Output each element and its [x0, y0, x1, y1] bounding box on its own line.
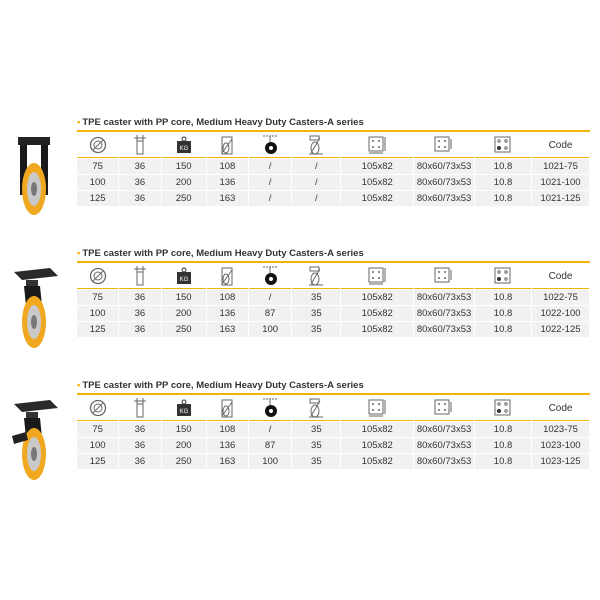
table-cell: / — [292, 159, 340, 174]
table-cell: 100 — [77, 175, 118, 190]
table-header-row — [77, 264, 590, 289]
swivel-radius-icon — [307, 266, 325, 286]
section-title-text: TPE caster with PP core, Medium Heavy Duty Casters-A series — [82, 380, 364, 391]
table-cell: 36 — [119, 454, 160, 469]
bolt-hole-spacing-icon — [434, 399, 454, 417]
header-cell — [414, 396, 474, 421]
header-cell — [162, 264, 206, 289]
table-cell: 150 — [162, 159, 206, 174]
table-cell: 80x60/73x53 — [414, 306, 474, 321]
product-section — [0, 117, 600, 217]
header-cell — [292, 264, 340, 289]
table-cell: 10.8 — [475, 422, 531, 437]
table-header-row — [77, 396, 590, 421]
table-cell: 10.8 — [475, 191, 531, 206]
caster-image-swivel — [10, 264, 66, 352]
table-cell: 108 — [207, 290, 248, 305]
table-cell: 10.8 — [475, 438, 531, 453]
header-cell — [77, 133, 118, 158]
table-cell: 1023-125 — [532, 454, 589, 469]
table-cell: 10.8 — [475, 322, 531, 337]
kg-label: KG — [179, 409, 188, 415]
header-cell — [341, 133, 413, 158]
spec-table — [77, 393, 590, 469]
section-title-text: TPE caster with PP core, Medium Heavy Duty Casters-A series — [82, 117, 364, 128]
header-cell — [475, 133, 531, 158]
table-cell: / — [249, 422, 291, 437]
table-row — [77, 290, 590, 305]
header-code: Code — [532, 264, 589, 289]
swivel-radius-icon — [307, 135, 325, 155]
bolt-hole-diameter-icon — [494, 267, 512, 285]
table-cell: 100 — [77, 438, 118, 453]
table-cell: / — [292, 191, 340, 206]
table-cell: 80x60/73x53 — [414, 422, 474, 437]
table-cell: 80x60/73x53 — [414, 454, 474, 469]
swivel-radius-icon — [307, 398, 325, 418]
table-row — [77, 191, 590, 206]
table-cell: 87 — [249, 306, 291, 321]
bolt-hole-spacing-icon — [434, 136, 454, 154]
table-cell: 75 — [77, 159, 118, 174]
table-cell: 75 — [77, 422, 118, 437]
table-cell: 35 — [292, 438, 340, 453]
table-cell: 80x60/73x53 — [414, 322, 474, 337]
table-cell: 163 — [207, 191, 248, 206]
header-cell — [119, 133, 160, 158]
wheel-width-icon — [133, 266, 147, 286]
table-cell: 150 — [162, 422, 206, 437]
table-cell: 250 — [162, 191, 206, 206]
load-capacity-kg-icon — [176, 136, 192, 154]
table-cell: 100 — [249, 322, 291, 337]
table-cell: 80x60/73x53 — [414, 438, 474, 453]
bullet-icon: • — [77, 117, 81, 128]
table-cell: 136 — [207, 175, 248, 190]
header-cell — [77, 396, 118, 421]
table-cell: 105x82 — [341, 290, 413, 305]
table-cell: 108 — [207, 159, 248, 174]
wheel-diameter-icon — [89, 267, 107, 285]
header-cell — [341, 396, 413, 421]
table-cell: 108 — [207, 422, 248, 437]
table-cell: 36 — [119, 191, 160, 206]
bullet-icon: • — [77, 248, 81, 259]
table-cell: 125 — [77, 322, 118, 337]
table-cell: 136 — [207, 306, 248, 321]
table-cell: 36 — [119, 438, 160, 453]
table-cell: 1021-100 — [532, 175, 589, 190]
table-cell: 200 — [162, 438, 206, 453]
header-cell — [119, 264, 160, 289]
kg-label: KG — [179, 146, 188, 152]
table-cell: 1022-75 — [532, 290, 589, 305]
table-cell: 125 — [77, 454, 118, 469]
table-cell: 87 — [249, 438, 291, 453]
table-cell: 250 — [162, 322, 206, 337]
header-cell — [414, 264, 474, 289]
table-cell: 1023-100 — [532, 438, 589, 453]
load-capacity-kg-icon — [176, 267, 192, 285]
table-cell: 100 — [249, 454, 291, 469]
header-cell — [292, 133, 340, 158]
table-cell: 1023-75 — [532, 422, 589, 437]
table-cell: 200 — [162, 175, 206, 190]
table-cell: 125 — [77, 191, 118, 206]
caster-image-fixed — [10, 131, 66, 219]
section-title-text: TPE caster with PP core, Medium Heavy Duty Casters-A series — [82, 248, 364, 259]
table-cell: 100 — [77, 306, 118, 321]
table-cell: 163 — [207, 454, 248, 469]
product-section — [0, 248, 600, 348]
plate-size-icon — [368, 267, 386, 285]
table-cell: 80x60/73x53 — [414, 290, 474, 305]
table-cell: 10.8 — [475, 290, 531, 305]
table-cell: / — [249, 290, 291, 305]
table-cell: 35 — [292, 322, 340, 337]
bolt-hole-diameter-icon — [494, 136, 512, 154]
table-cell: 36 — [119, 322, 160, 337]
section-title — [77, 380, 364, 391]
header-code: Code — [532, 396, 589, 421]
table-row — [77, 438, 590, 453]
plate-size-icon — [368, 399, 386, 417]
table-cell: 35 — [292, 422, 340, 437]
table-row — [77, 454, 590, 469]
table-cell: 10.8 — [475, 454, 531, 469]
table-cell: 80x60/73x53 — [414, 191, 474, 206]
table-cell: 10.8 — [475, 175, 531, 190]
spec-table — [77, 261, 590, 337]
section-title — [77, 117, 364, 128]
header-cell — [249, 396, 291, 421]
table-cell: 150 — [162, 290, 206, 305]
wheel-diameter-icon — [89, 399, 107, 417]
header-cell — [475, 396, 531, 421]
table-cell: / — [249, 175, 291, 190]
table-cell: 80x60/73x53 — [414, 159, 474, 174]
height-icon — [219, 266, 235, 286]
kg-label: KG — [179, 277, 188, 283]
table-cell: 105x82 — [341, 306, 413, 321]
height-icon — [219, 135, 235, 155]
header-cell — [414, 133, 474, 158]
offset-icon — [260, 134, 280, 156]
table-cell: 36 — [119, 159, 160, 174]
table-cell: 1022-100 — [532, 306, 589, 321]
table-cell: / — [249, 159, 291, 174]
table-cell: 35 — [292, 290, 340, 305]
table-cell: 105x82 — [341, 191, 413, 206]
table-cell: 105x82 — [341, 422, 413, 437]
table-cell: 75 — [77, 290, 118, 305]
table-row — [77, 159, 590, 174]
table-cell: 80x60/73x53 — [414, 175, 474, 190]
table-row — [77, 306, 590, 321]
section-title — [77, 248, 364, 259]
table-cell: 1021-125 — [532, 191, 589, 206]
height-icon — [219, 398, 235, 418]
product-section — [0, 380, 600, 480]
spec-table — [77, 130, 590, 206]
caster-image-swivel-with-brake — [10, 396, 66, 484]
header-code: Code — [532, 133, 589, 158]
load-capacity-kg-icon — [176, 399, 192, 417]
table-row — [77, 422, 590, 437]
header-cell — [162, 396, 206, 421]
table-cell: 136 — [207, 438, 248, 453]
table-cell: 105x82 — [341, 454, 413, 469]
table-cell: 10.8 — [475, 159, 531, 174]
table-cell: / — [249, 191, 291, 206]
header-cell — [207, 396, 248, 421]
table-cell: 200 — [162, 306, 206, 321]
header-cell — [475, 264, 531, 289]
table-cell: 35 — [292, 454, 340, 469]
table-cell: 250 — [162, 454, 206, 469]
table-cell: 1021-75 — [532, 159, 589, 174]
table-cell: / — [292, 175, 340, 190]
offset-icon — [260, 265, 280, 287]
header-cell — [249, 133, 291, 158]
table-cell: 163 — [207, 322, 248, 337]
table-cell: 105x82 — [341, 322, 413, 337]
bolt-hole-diameter-icon — [494, 399, 512, 417]
table-cell: 105x82 — [341, 438, 413, 453]
header-cell — [119, 396, 160, 421]
wheel-width-icon — [133, 398, 147, 418]
header-cell — [341, 264, 413, 289]
offset-icon — [260, 397, 280, 419]
table-cell: 10.8 — [475, 306, 531, 321]
bolt-hole-spacing-icon — [434, 267, 454, 285]
header-cell — [162, 133, 206, 158]
header-cell — [207, 133, 248, 158]
table-cell: 36 — [119, 290, 160, 305]
table-header-row — [77, 133, 590, 158]
header-cell — [249, 264, 291, 289]
wheel-width-icon — [133, 135, 147, 155]
bullet-icon: • — [77, 380, 81, 391]
wheel-diameter-icon — [89, 136, 107, 154]
header-cell — [207, 264, 248, 289]
table-cell: 105x82 — [341, 159, 413, 174]
table-cell: 105x82 — [341, 175, 413, 190]
table-row — [77, 175, 590, 190]
table-cell: 36 — [119, 175, 160, 190]
header-cell — [292, 396, 340, 421]
header-cell — [77, 264, 118, 289]
table-cell: 36 — [119, 422, 160, 437]
table-cell: 35 — [292, 306, 340, 321]
table-cell: 36 — [119, 306, 160, 321]
table-row — [77, 322, 590, 337]
plate-size-icon — [368, 136, 386, 154]
table-cell: 1022-125 — [532, 322, 589, 337]
